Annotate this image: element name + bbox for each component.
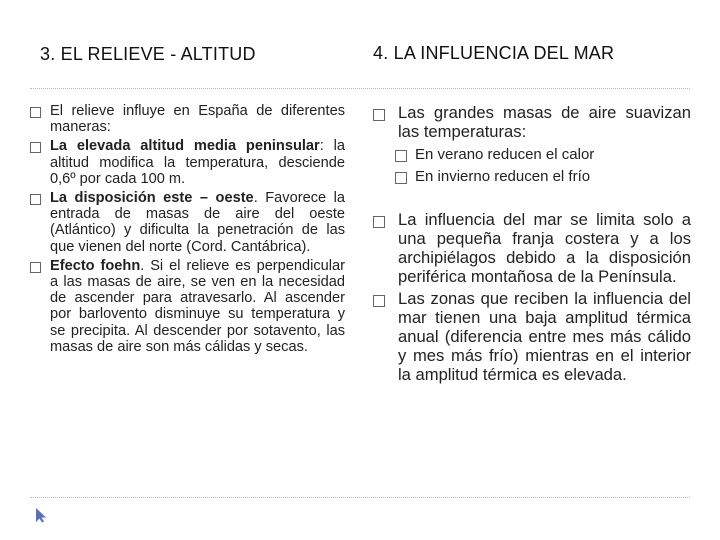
- title-influencia-mar: 4. LA INFLUENCIA DEL MAR: [373, 43, 615, 63]
- left-column: [30, 103, 345, 355]
- bullet-item: [373, 103, 691, 141]
- bullet-item: [30, 103, 345, 135]
- bottom-divider: [30, 497, 690, 498]
- bullet-lead: La elevada altitud media peninsular: [50, 138, 320, 155]
- sub-bullet-text: En invierno reducen el frío: [415, 168, 591, 186]
- bullet-item: [30, 190, 345, 255]
- bullet-text: . Favorece la entrada de masas de aire del oeste (Atlántico) y dificulta la penetración de las que vienen del norte (Cord. Cantábrica).: [50, 190, 345, 255]
- square-bullet-icon: [30, 107, 41, 118]
- bullet-item: [373, 289, 691, 384]
- bullet-lead: Efecto foehn: [50, 257, 141, 274]
- bullet-text: La influencia del mar se limita solo a una pequeña franja costera y a los archipiélagos debido a la disposición periférica montañosa de la Península.: [398, 210, 691, 287]
- square-bullet-icon: [373, 109, 385, 121]
- top-divider: [30, 88, 690, 89]
- square-bullet-icon: [395, 150, 407, 162]
- bullet-text: Las grandes masas de aire suavizan las temperaturas:: [398, 103, 691, 142]
- sub-bullet-item: [373, 166, 691, 188]
- bullet-text: El relieve influye en España de diferentes maneras:: [50, 103, 345, 136]
- bullet-item: [373, 210, 691, 286]
- square-bullet-icon: [373, 295, 385, 307]
- right-column: [373, 103, 691, 384]
- square-bullet-icon: [395, 172, 407, 184]
- square-bullet-icon: [30, 194, 41, 205]
- square-bullet-icon: [373, 216, 385, 228]
- bullet-item: [30, 138, 345, 187]
- sub-list: [373, 144, 691, 188]
- sub-bullet-item: [373, 144, 691, 166]
- sub-bullet-text: En verano reducen el calor: [415, 146, 595, 164]
- bullet-text: Las zonas que reciben la influencia del mar tienen una baja amplitud térmica anual (diferencia entre mes más cálido y mes más frío) mientras en el interior la amplitud térmica es elevada.: [398, 288, 691, 384]
- bullet-item: [30, 258, 345, 355]
- title-relieve: 3. EL RELIEVE - ALTITUD: [40, 44, 256, 64]
- bullet-lead: La disposición este – oeste: [50, 190, 254, 207]
- square-bullet-icon: [30, 142, 41, 153]
- document-arrow-icon[interactable]: [34, 507, 48, 523]
- bullet-text: . Si el relieve es perpendicular a las masas de aire, se ven en la necesidad de ascender para atravesarlo. Al ascender por barlovento disminuye su temperatura y se precipita. Al descender por sotavento, las masas de aire son más cálidas y secas.: [50, 257, 346, 355]
- bullet-text: : la altitud modifica la temperatura, desciende 0,6º por cada 100 m.: [50, 138, 345, 187]
- square-bullet-icon: [30, 262, 41, 273]
